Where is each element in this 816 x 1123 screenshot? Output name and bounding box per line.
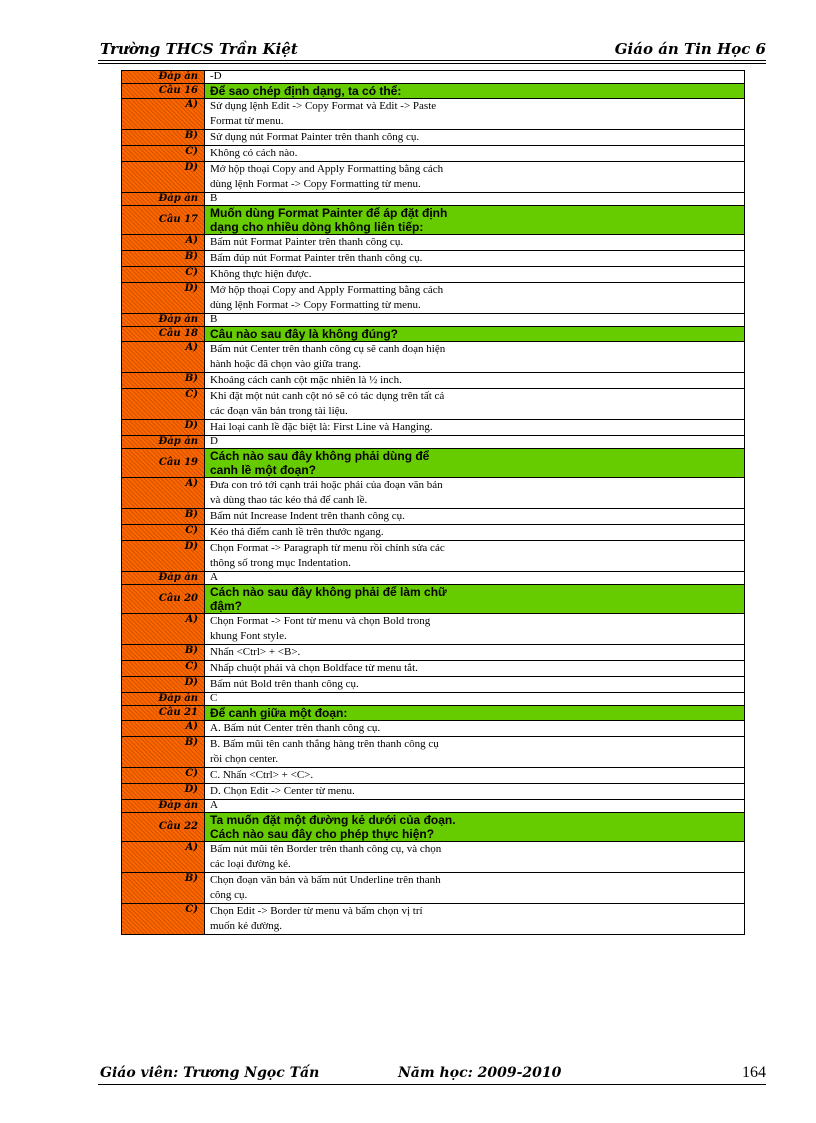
option-row (122, 737, 745, 768)
answer-row (122, 193, 745, 206)
option-row (122, 267, 745, 283)
option-text: Bấm nút Increase Indent trên thanh công cụ. (205, 509, 745, 525)
answer-label: Đáp án (122, 71, 205, 84)
answer-text: -D (205, 71, 745, 84)
answer-label: Đáp án (122, 314, 205, 327)
question-label: Câu 16 (122, 84, 205, 99)
option-text: Nhấp chuột phải và chọn Boldface từ menu tắt. (205, 661, 745, 677)
option-label: A) (122, 614, 205, 645)
option-label: A) (122, 99, 205, 130)
answer-row (122, 800, 745, 813)
teacher-name: Giáo viên: Trương Ngọc Tấn (100, 1065, 320, 1081)
option-label: C) (122, 661, 205, 677)
option-label: C) (122, 904, 205, 935)
question-label: Câu 20 (122, 585, 205, 614)
option-row (122, 478, 745, 509)
answer-label: Đáp án (122, 193, 205, 206)
page-footer (98, 1064, 766, 1085)
question-row (122, 585, 745, 614)
option-text: Mở hộp thoại Copy and Apply Formatting bằng cách dùng lệnh Format -> Copy Formatting từ menu. (205, 162, 745, 193)
question-label: Câu 22 (122, 813, 205, 842)
question-text: Cách nào sau đây không phải dùng để canh lề một đoạn? (205, 449, 745, 478)
option-text: Sử dụng nút Format Painter trên thanh công cụ. (205, 130, 745, 146)
answer-text: A (205, 572, 745, 585)
answer-text: C (205, 693, 745, 706)
answer-row (122, 693, 745, 706)
option-label: A) (122, 235, 205, 251)
option-row (122, 146, 745, 162)
answer-row (122, 436, 745, 449)
answer-label: Đáp án (122, 800, 205, 813)
option-text: A. Bấm nút Center trên thanh công cụ. (205, 721, 745, 737)
option-text: Bấm nút mũi tên Border trên thanh công cụ, và chọn các loại đường kẻ. (205, 842, 745, 873)
option-row (122, 873, 745, 904)
school-year: Năm học: 2009-2010 (398, 1065, 562, 1081)
question-label: Câu 19 (122, 449, 205, 478)
option-text: Chọn đoạn văn bản và bấm nút Underline trên thanh công cụ. (205, 873, 745, 904)
option-label: A) (122, 342, 205, 373)
question-text: Để sao chép định dạng, ta có thể: (205, 84, 745, 99)
option-row (122, 614, 745, 645)
question-row (122, 206, 745, 235)
option-label: D) (122, 677, 205, 693)
question-row (122, 449, 745, 478)
option-row (122, 342, 745, 373)
option-text: Đưa con trỏ tới cạnh trái hoặc phải của đoạn văn bản và dùng thao tác kéo thả để canh lề. (205, 478, 745, 509)
option-label: C) (122, 146, 205, 162)
school-name: Trường THCS Trần Kiệt (100, 40, 298, 58)
option-row (122, 509, 745, 525)
option-text: Bấm nút Center trên thanh công cụ sẽ canh đoạn hiện hành hoặc đã chọn vào giữa trang. (205, 342, 745, 373)
option-text: Chọn Format -> Font từ menu và chọn Bold trong khung Font style. (205, 614, 745, 645)
answer-text: B (205, 314, 745, 327)
option-label: B) (122, 737, 205, 768)
option-label: B) (122, 373, 205, 389)
option-row (122, 541, 745, 572)
option-label: C) (122, 525, 205, 541)
option-label: C) (122, 389, 205, 420)
option-label: B) (122, 130, 205, 146)
option-text: Không thực hiện được. (205, 267, 745, 283)
answer-row (122, 314, 745, 327)
option-row (122, 721, 745, 737)
question-row (122, 84, 745, 99)
option-label: D) (122, 541, 205, 572)
option-label: D) (122, 420, 205, 436)
option-row (122, 904, 745, 935)
answer-row (122, 572, 745, 585)
option-row (122, 251, 745, 267)
page-number: 164 (742, 1064, 766, 1081)
option-text: D. Chọn Edit -> Center từ menu. (205, 784, 745, 800)
option-text: Chọn Format -> Paragraph từ menu rồi chỉnh sửa các thông số trong mục Indentation. (205, 541, 745, 572)
option-text: Hai loại canh lề đặc biệt là: First Line và Hanging. (205, 420, 745, 436)
answer-label: Đáp án (122, 693, 205, 706)
question-text: Cách nào sau đây không phải để làm chữ đậm? (205, 585, 745, 614)
option-text: Chọn Edit -> Border từ menu và bấm chọn vị trí muốn kẻ đường. (205, 904, 745, 935)
option-row (122, 842, 745, 873)
question-row (122, 706, 745, 721)
option-text: Bấm nút Format Painter trên thanh công cụ. (205, 235, 745, 251)
option-label: B) (122, 873, 205, 904)
option-text: Bấm đúp nút Format Painter trên thanh công cụ. (205, 251, 745, 267)
option-label: D) (122, 283, 205, 314)
option-label: C) (122, 267, 205, 283)
question-row (122, 813, 745, 842)
option-label: A) (122, 842, 205, 873)
option-text: Không có cách nào. (205, 146, 745, 162)
answer-text: A (205, 800, 745, 813)
document-title: Giáo án Tin Học 6 (614, 40, 766, 58)
option-row (122, 130, 745, 146)
option-row (122, 162, 745, 193)
option-row (122, 99, 745, 130)
option-text: Kéo thả điểm canh lề trên thước ngang. (205, 525, 745, 541)
question-row (122, 327, 745, 342)
option-row (122, 784, 745, 800)
option-text: B. Bấm mũi tên canh thẳng hàng trên thanh công cụ rồi chọn center. (205, 737, 745, 768)
option-row (122, 645, 745, 661)
answer-label: Đáp án (122, 436, 205, 449)
option-label: A) (122, 721, 205, 737)
option-row (122, 283, 745, 314)
option-label: B) (122, 645, 205, 661)
option-row (122, 373, 745, 389)
option-text: Bấm nút Bold trên thanh công cụ. (205, 677, 745, 693)
option-text: Khoảng cách canh cột mặc nhiên là ½ inch. (205, 373, 745, 389)
answer-row (122, 71, 745, 84)
question-label: Câu 21 (122, 706, 205, 721)
answer-label: Đáp án (122, 572, 205, 585)
answer-text: D (205, 436, 745, 449)
option-text: Mở hộp thoại Copy and Apply Formatting bằng cách dùng lệnh Format -> Copy Formatting từ menu. (205, 283, 745, 314)
option-label: B) (122, 509, 205, 525)
question-text: Câu nào sau đây là không đúng? (205, 327, 745, 342)
option-text: C. Nhấn <Ctrl> + <C>. (205, 768, 745, 784)
option-label: D) (122, 784, 205, 800)
option-text: Sử dụng lệnh Edit -> Copy Format và Edit -> Paste Format từ menu. (205, 99, 745, 130)
option-row (122, 389, 745, 420)
question-label: Câu 17 (122, 206, 205, 235)
option-label: B) (122, 251, 205, 267)
question-label: Câu 18 (122, 327, 205, 342)
answer-text: B (205, 193, 745, 206)
option-row (122, 661, 745, 677)
option-row (122, 677, 745, 693)
question-text: Để canh giữa một đoạn: (205, 706, 745, 721)
option-text: Khi đặt một nút canh cột nó sẽ có tác dụng trên tất cả các đoạn văn bản trong tài liệu. (205, 389, 745, 420)
option-row (122, 235, 745, 251)
option-label: D) (122, 162, 205, 193)
option-label: A) (122, 478, 205, 509)
option-row (122, 420, 745, 436)
option-label: C) (122, 768, 205, 784)
option-row (122, 768, 745, 784)
option-row (122, 525, 745, 541)
option-text: Nhấn <Ctrl> + <B>. (205, 645, 745, 661)
question-text: Ta muốn đặt một đường kẻ dưới của đoạn. Cách nào sau đây cho phép thực hiện? (205, 813, 745, 842)
question-table (121, 70, 745, 935)
page-header (98, 38, 766, 61)
question-text: Muốn dùng Format Painter để áp đặt định dạng cho nhiều dòng không liên tiếp: (205, 206, 745, 235)
